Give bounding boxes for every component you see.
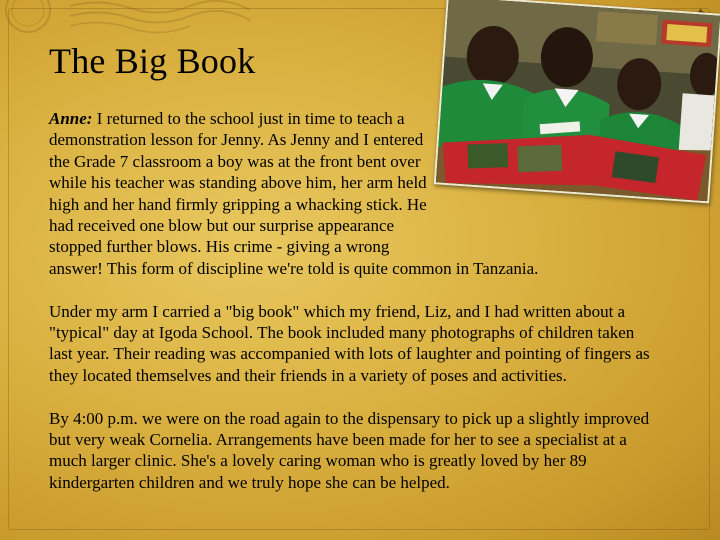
photo-text-wrap: [431, 108, 661, 240]
body-text: [49, 108, 661, 515]
slide-title: The Big Book: [49, 41, 256, 81]
paragraph-1-text: I returned to the school just in time to teach a demonstration lesson for Jenny. As Jenny and I entered the Grade 7 classroom a boy was at the front bent over while his teacher was standing above him, her arm held high and her hand firmly gripping a whacking stick. He had received one blow but our surprise appearance stopped further blows. His crime - giving a wrong answer! This form of discipline we're told is quite common in Tanzania.: [49, 109, 539, 278]
paragraph-2: Under my arm I carried a "big book" which my friend, Liz, and I had written about a "typical" day at Igoda School. The book included many photographs of children taken last year. Their reading was accompanied with lots of laughter and pointing of fingers as they located themselves and their friends in a variety of poses and activities.: [49, 301, 650, 385]
speaker-label: Anne:: [49, 109, 93, 128]
paragraph-3: By 4:00 p.m. we were on the road again to the dispensary to pick up a slightly improved but very weak Cornelia. Arrangements have been made for her to see a specialist at a much larger clinic. She's a lovely caring woman who is greatly loved by her 89 kindergarten children and we truly hope she can be helped.: [49, 408, 650, 492]
